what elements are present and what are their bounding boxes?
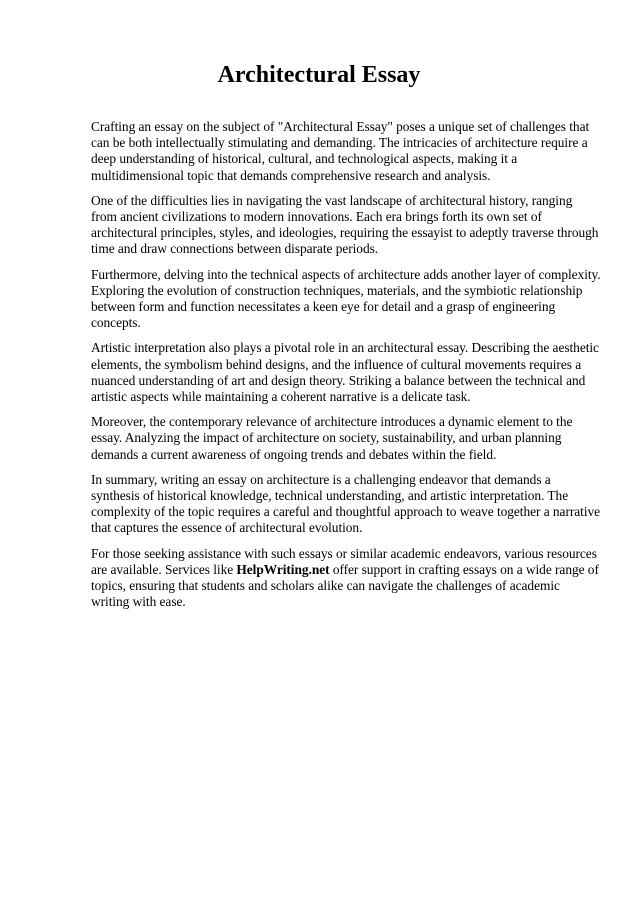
document-title: Architectural Essay (217, 62, 421, 88)
paragraph-1: Crafting an essay on the subject of "Architectural Essay" poses a unique set of challenges that can be both intellectually stimulating and demanding. The intricacies of architecture require a deep understanding of historical, cultural, and technological aspects, making it a multidimensional topic that demands comprehensive research and analysis. (91, 119, 590, 183)
document-body (91, 119, 601, 619)
paragraph-4: Artistic interpretation also plays a pivotal role in an architectural essay. Describing the aesthetic elements, the symbolism behind designs, and the influence of cultural movements requires a nuanced understanding of art and design theory. Striking a balance between the technical and artistic aspects while maintaining a coherent narrative is a delicate task. (91, 340, 599, 405)
paragraph-7 (91, 546, 601, 611)
paragraph-3: Furthermore, delving into the technical aspects of architecture adds another layer of complexity. Exploring the evolution of construction techniques, materials, and the symbiotic relationship between form and function necessitates a keen eye for detail and a grasp of engineering concepts. (91, 266, 601, 331)
paragraph-5: Moreover, the contemporary relevance of architecture introduces a dynamic element to the essay. Analyzing the impact of architecture on society, sustainability, and urban planning demands a current awareness of ongoing trends and debates within the field. (91, 414, 573, 462)
paragraph-7-text-before: For those seeking assistance with such essays or similar academic endeavors, various resources are available. Services like (91, 545, 597, 577)
paragraph-6: In summary, writing an essay on architecture is a challenging endeavor that demands a synthesis of historical knowledge, technical understanding, and artistic interpretation. The complexity of the topic requires a careful and thoughtful approach to weave together a narrative that captures the essence of architectural evolution. (91, 471, 601, 536)
paragraph-2: One of the difficulties lies in navigating the vast landscape of architectural history, ranging from ancient civilizations to modern innovations. Each era brings forth its own set of architectural principles, styles, and ideologies, requiring the essayist to adeptly traverse through time and draw connections between disparate periods. (91, 192, 599, 257)
paragraph-7-text-after: offer support in crafting essays on a wide range of topics, ensuring that students and scholars alike can navigate the challenges of academic writing with ease. (91, 561, 599, 610)
helpwriting-link[interactable]: HelpWriting.net (236, 561, 330, 577)
